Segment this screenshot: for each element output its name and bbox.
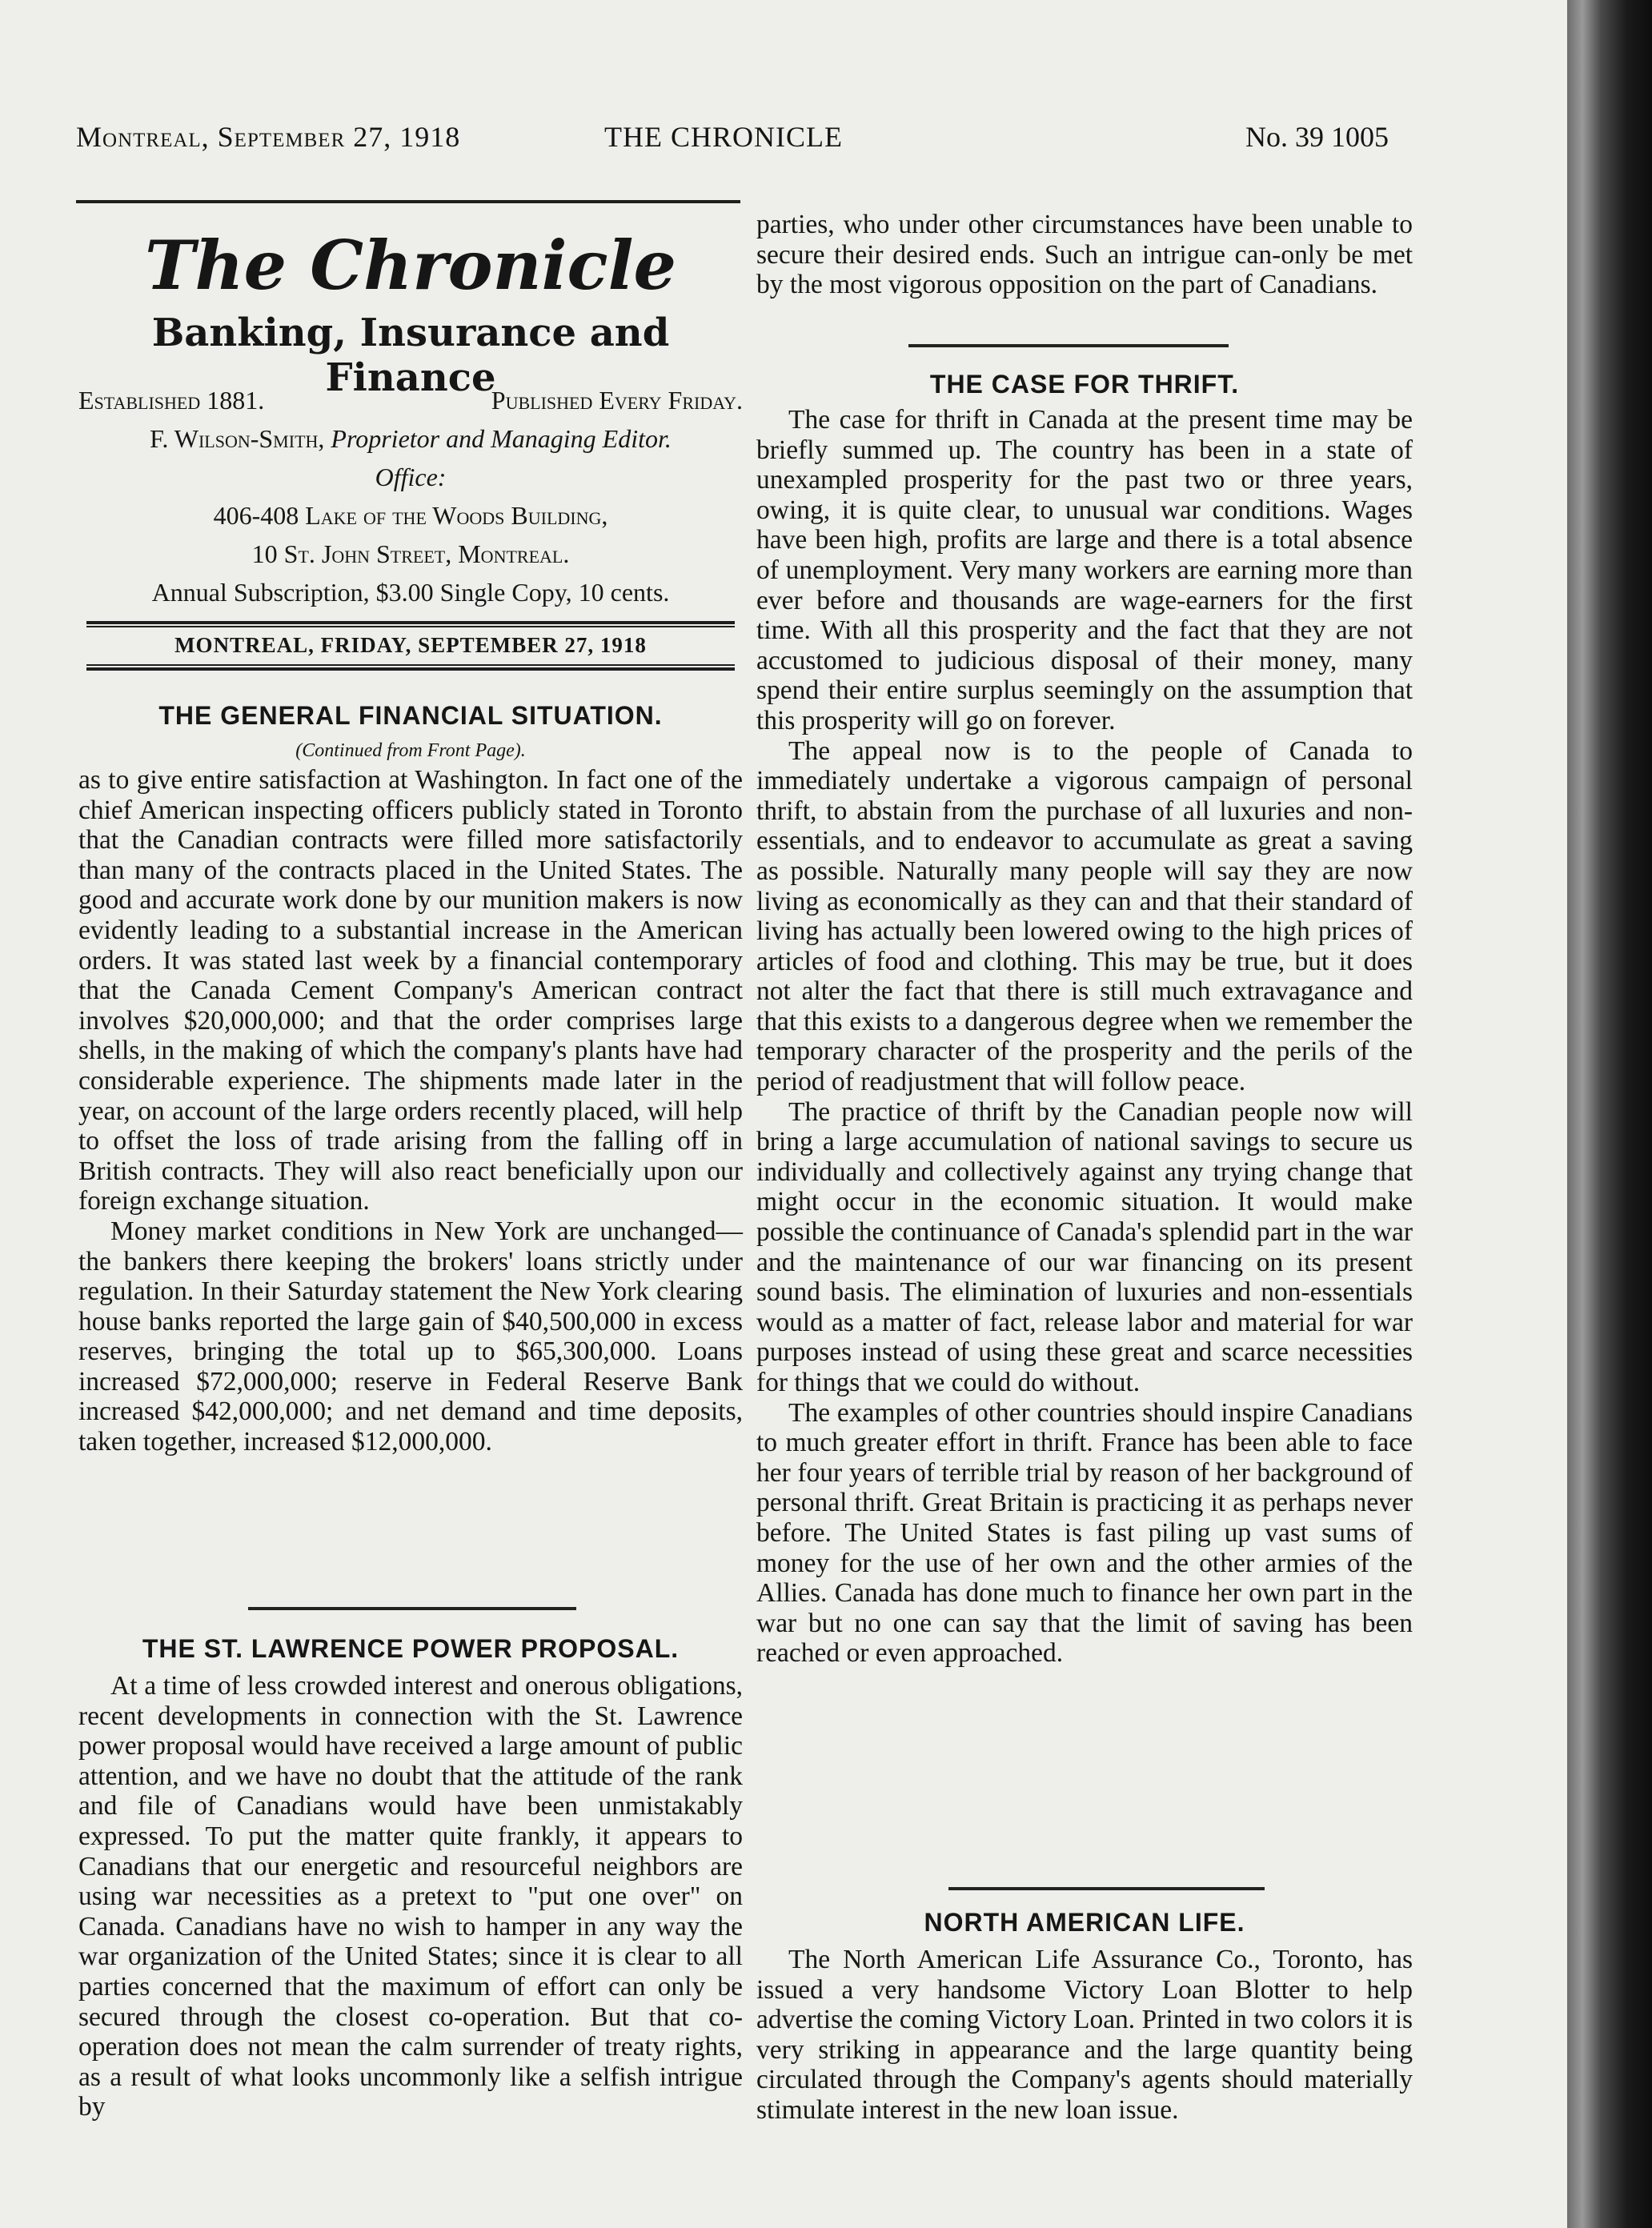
header-issue-page: No. 39 1005 [1245, 121, 1389, 153]
address-line-1: 406-408 Lake of the Woods Building, [213, 501, 608, 530]
header-publication: THE CHRONICLE [604, 121, 843, 153]
paragraph: The North American Life Assurance Co., Toronto, has issued a very handsome Victory Loan Blotter to help advertise the coming Victory Loan. Printed in two colors it is very striking in appearance and the large quantity being circulated through the Company's agents should materially stimulate interest in the new loan issue. [756, 1945, 1413, 2125]
dateline-rule-bottom-thin [86, 664, 735, 666]
editor-role: Proprietor and Managing Editor. [331, 424, 672, 453]
paragraph: The practice of thrift by the Canadian people now will bring a large accumulation of national savings to secure us individually and collectively against any trying change that might occur in the economic situation. It would make possible the continuance of Canada's splendid part in the war and the maintenance of our war financing on its present sound basis. The elimination of luxuries and non-essentials would as a matter of fact, release labor and material for war purposes instead of using these great and scarce necessities for things that we could do without. [756, 1096, 1413, 1397]
paragraph: as to give entire satisfaction at Washington. In fact one of the chief American inspecting officers publicly stated in Toronto that the Canadian contracts were filled more satisfactorily than many of the contracts placed in the United States. The good and accurate work done by our munition makers is now evidently leading to a substantial increase in the American orders. It was stated last week by a financial contemporary that the Canada Cement Company's American contract involves $20,000,000; and that the order comprises large shells, in the making of which the company's plants have had considerable experience. The shipments made later in the year, on account of the large orders recently placed, will help to offset the loss of trade arising from the falling off in British contracts. They will also react beneficially upon our foreign exchange situation. [78, 765, 743, 1216]
book-binding-edge [1567, 0, 1652, 2228]
st-lawrence-continued [756, 210, 1413, 300]
st-lawrence-body [78, 1671, 743, 2122]
financial-heading: THE GENERAL FINANCIAL SITUATION. [158, 701, 663, 730]
paragraph: Money market conditions in New York are unchanged—the bankers there keeping the brokers' loans strictly under regulation. In their Saturday statement the New York clearing house banks reported the large gain of $40,500,000 in excess reserves, bringing the total up to $65,300,000. Loans increased $72,000,000; reserve in Federal Reserve Bank increased $42,000,000; and net demand and time deposits, taken together, increased $12,000,000. [78, 1216, 743, 1457]
north-american-heading: NORTH AMERICAN LIFE. [924, 1908, 1245, 1937]
st-lawrence-heading: THE ST. LAWRENCE POWER PROPOSAL. [142, 1634, 680, 1663]
subscription-line: Annual Subscription, $3.00 Single Copy, 10 cents. [151, 578, 670, 607]
established-text: Established 1881. [78, 386, 265, 415]
masthead-title: The Chronicle [145, 226, 676, 305]
paragraph: The examples of other countries should inspire Canadians to much greater effort in thrift. France has been able to face her four years of terrible trial by reason of her background of personal thrift. Great Britain is practicing it as perhaps never before. The United States is fast piling up vast sums of money for the use of her own and the other armies of the Allies. Canada has done much to finance her own part in the war but no one can say that the limit of saving has been reached or even approached. [756, 1397, 1413, 1669]
editor-name: F. Wilson-Smith, [150, 424, 325, 453]
paragraph: The case for thrift in Canada at the present time may be briefly summed up. The country has been in a state of unexampled prosperity for the past two or three years, owing, it is quite clear, to unusual war conditions. Wages have been high, profits are large and there is a total absence of unemployment. Very many workers are earning more than ever before and thousands are wage-earners for the first time. With all this prosperity and the fact that they are not accustomed to judicious disposal of their money, many spend their entire surplus seemingly on the assumption that this prosperity will go on forever. [756, 405, 1413, 735]
dateline-rule-bottom [86, 667, 735, 671]
paragraph: The appeal now is to the people of Canada to immediately undertake a vigorous campaign of personal thrift, to abstain from the purchase of all luxuries and non-essentials, and to endeavor to accumulate as great a saving as possible. Naturally many people will say they are now living as economically as they can and that their standard of living has actually been lowered owing to the high prices of articles of food and clothing. This may be true, but it does not alter the fact that there is still much extravagance and that this exists to a dangerous degree when we remember the temporary character of the prosperity and the perils of the period of readjustment that will follow peace. [756, 735, 1413, 1097]
north-american-body [756, 1945, 1413, 2126]
office-label: Office: [375, 463, 447, 491]
thrift-body [756, 405, 1413, 1669]
dateline-rule-top [86, 621, 735, 624]
section-divider [248, 1607, 576, 1610]
section-divider [948, 1887, 1265, 1890]
section-divider [908, 344, 1229, 347]
published-text: Published Every Friday. [491, 386, 743, 415]
financial-body [78, 765, 743, 1457]
paragraph: parties, who under other circumstances have been unable to secure their desired ends. Such an intrigue can-only be met by the most vigorous opposition on the part of Canadians. [756, 210, 1413, 300]
header-rule [76, 200, 740, 203]
header-date: Montreal, September 27, 1918 [76, 121, 461, 153]
masthead-subtitle: Banking, Insurance and Finance [151, 311, 670, 400]
established-line [78, 386, 743, 418]
thrift-heading: THE CASE FOR THRIFT. [929, 370, 1240, 399]
paragraph: At a time of less crowded interest and onerous obligations, recent developments in connection with the St. Lawrence power proposal would have received a large amount of public attention, and we have no doubt that the attitude of the rank and file of Canadians would have been unmistakably expressed. To put the matter quite frankly, it appears to Canadians that our energetic and resourceful neighbors are using war necessities as a pretext to "put one over" on Canada. Canadians have no wish to hamper in any way the war organization of the United States; since it is clear to all parties concerned that the maximum of effort can only be secured through the closest co-operation. But that co-operation does not mean the calm surrender of treaty rights, as a result of what looks uncommonly like a selfish intrigue by [78, 1671, 743, 2122]
editor-line [78, 424, 743, 455]
running-head [76, 120, 1389, 168]
dateline-rule-top-thin [86, 626, 735, 627]
address-line-2: 10 St. John Street, Montreal. [251, 539, 570, 568]
dateline: MONTREAL, FRIDAY, SEPTEMBER 27, 1918 [174, 633, 647, 657]
financial-continued-note: (Continued from Front Page). [295, 740, 526, 761]
